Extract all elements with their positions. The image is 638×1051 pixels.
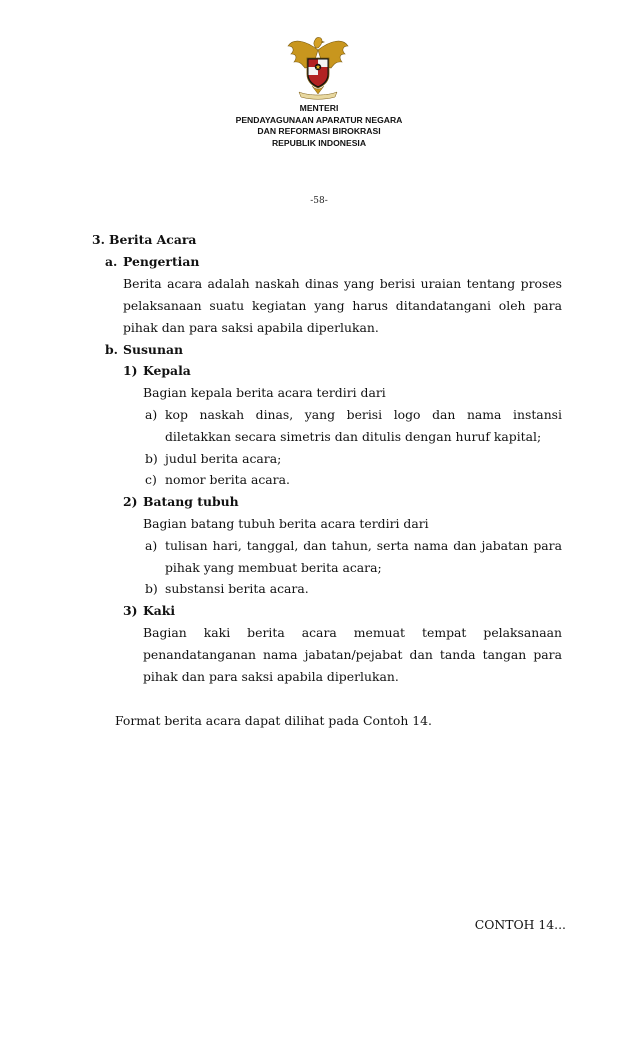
letterhead-line-3: DAN REFORMASI BIROKRASI	[257, 126, 381, 136]
paragraph-line: pelaksanaan suatu kegiatan yang harus ditandatangani oleh para	[123, 298, 562, 313]
subitem-line: nomor berita acara.	[165, 472, 290, 487]
item-2-marker: 2)	[123, 494, 138, 509]
subitem-marker: a)	[145, 407, 158, 422]
section-title: Berita Acara	[109, 232, 197, 247]
paragraph-line: pihak dan para saksi apabila diperlukan.	[143, 669, 399, 684]
paragraph-line: Berita acara adalah naskah dinas yang berisi uraian tentang proses	[123, 276, 562, 291]
paragraph-line: pihak dan para saksi apabila diperlukan.	[123, 320, 379, 335]
next-page-catchword: CONTOH 14...	[474, 917, 566, 932]
item-2-title: Batang tubuh	[143, 494, 239, 509]
letterhead	[0, 103, 638, 149]
letterhead-line-4: REPUBLIK INDONESIA	[271, 137, 367, 148]
item-3-title: Kaki	[143, 603, 176, 618]
subsection-a-marker: a.	[105, 254, 118, 269]
subitem-line: substansi berita acara.	[165, 581, 309, 596]
subsection-b-marker: b.	[105, 342, 118, 357]
paragraph-line: Bagian kaki berita acara memuat tempat pelaksanaan	[143, 625, 562, 640]
subitem-line: judul berita acara;	[165, 451, 282, 466]
paragraph-line: penandatanganan nama jabatan/pejabat dan tanda tangan para	[143, 647, 562, 662]
subitem-marker: c)	[145, 472, 157, 487]
letterhead-line-1: MENTERI	[299, 103, 339, 113]
item-3-marker: 3)	[123, 603, 138, 618]
section-number: 3.	[92, 232, 105, 247]
item-1-title: Kepala	[143, 363, 191, 378]
item-2-intro: Bagian batang tubuh berita acara terdiri dari	[143, 516, 429, 531]
subsection-a-title: Pengertian	[123, 254, 200, 269]
subitem-marker: b)	[145, 451, 158, 466]
garuda-emblem-icon	[285, 36, 351, 100]
subitem-marker: b)	[145, 581, 158, 596]
item-1-marker: 1)	[123, 363, 138, 378]
subitem-line: pihak yang membuat berita acara;	[165, 560, 382, 575]
subitem-line: kop naskah dinas, yang berisi logo dan nama instansi	[165, 407, 562, 422]
item-1-intro: Bagian kepala berita acara terdiri dari	[143, 385, 386, 400]
subitem-line: tulisan hari, tanggal, dan tahun, serta nama dan jabatan para	[165, 538, 562, 553]
subitem-marker: a)	[145, 538, 158, 553]
page-number: -58-	[310, 196, 328, 206]
closing-note: Format berita acara dapat dilihat pada Contoh 14.	[115, 713, 432, 728]
letterhead-line-2: PENDAYAGUNAAN APARATUR NEGARA	[235, 114, 403, 125]
subsection-b-title: Susunan	[123, 342, 183, 357]
subitem-line: diletakkan secara simetris dan ditulis dengan huruf kapital;	[165, 429, 542, 444]
